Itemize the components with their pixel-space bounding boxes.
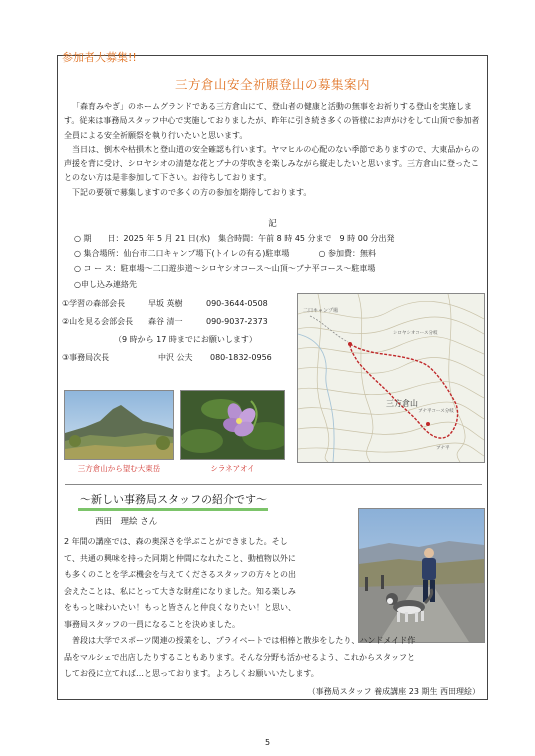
staff-intro-line: 2 年間の講座では、森の奥深さを学ぶことができました。そし [64, 537, 288, 546]
staff-intro-line: 品をマルシェで出店したりすることもあります。そんな分野も活かせるよう、これからスタッフと [64, 652, 415, 662]
map-label-junction1: シロヤシオコース分岐 [393, 331, 438, 336]
contact-row [62, 313, 294, 331]
contact-phone: 090-9037-2373 [206, 317, 268, 326]
contact-row [62, 295, 294, 313]
flower-photo [180, 390, 285, 460]
recruit-tag: 参加者大募集!! [62, 51, 137, 64]
event-details [74, 231, 484, 292]
staff-intro-line: をもっと味わいたい！もっと皆さんと仲良くなりたい！と思い、 [64, 603, 296, 612]
contact-phone: 080-1832-0956 [210, 353, 272, 362]
contact-name: 森谷 清一 [148, 317, 183, 326]
event-fee: ○ 参加費：無料 [318, 249, 376, 259]
map-label-bunadaira: ブナ平 [436, 446, 450, 451]
notice-heading: 記 [268, 219, 277, 229]
contact-note-row [62, 331, 294, 349]
contact-name: 早坂 英樹 [148, 299, 183, 308]
contact-role: ②山を見る会部会長 [62, 317, 134, 326]
map-label-junction2: ブナ平コース分岐 [418, 409, 454, 414]
event-date: ○ 期 日：2025 年 5 月 21 日(水) 集合時間：午前 8 時 45 分まで 9 時 00 分出発 [74, 234, 395, 243]
staff-intro-line: て、共通の興味を持った同期と仲間になれたこと、動植物以外に [64, 553, 296, 563]
staff-heading: ～新しい事務局スタッフの紹介です～ [80, 493, 267, 506]
intro-text [64, 100, 482, 200]
map-label-camp: 二口キャンプ場 [303, 308, 339, 314]
page-title: 三方倉山安全祈願登山の募集案内 [174, 77, 370, 92]
map-label-summit: 三方倉山 [386, 399, 418, 408]
staff-intro-line: 会えたことは、私にとって大きな財産になりました。知る楽しみ [64, 586, 296, 596]
event-course: ○ コ ー ス：駐車場～二口遊歩道～シロヤシオコース～山頂～ブナ平コース～駐車場 [74, 264, 376, 274]
contact-name: 中沢 公夫 [158, 353, 193, 362]
contact-note: （9 時から 17 時までにお願いします） [114, 335, 257, 344]
staff-name: 西田 理絵 さん [95, 517, 158, 527]
flower-photo-caption: シラネアオイ [210, 464, 255, 473]
section-divider [65, 484, 482, 485]
intro-paragraph: 下記の要領で募集しますので多くの方の参加を期待しております。 [72, 187, 312, 197]
route-map [297, 293, 485, 463]
intro-paragraph: 当日は、倒木や枯損木と登山道の安全確認も行います。ヤマヒルの心配のない季節でありますので、大東品からの声援を背に受け、シロヤシオの清楚な花とブナの芽吹きを楽しみながら縦走したいと思います。三方倉山に登ったことのない方は是非参加して下さい。お待ちしております。 [64, 144, 480, 183]
staff-intro-line: も多くのことを学ぶ機会を与えてくださるスタッフの方々との出 [64, 570, 296, 579]
intro-paragraph: 「森育みやぎ」のホームグランドである三方倉山にて、登山者の健康と活動の無事をお祈りする登山を実施します。従来は事務局スタッフ中心で実施しておりましたが、昨年に引き続き多くの皆様にお声がけをして山頂で参加者全員による安全祈願祭を執り行いたいと思います。 [64, 102, 480, 140]
contact-role: ①学習の森部会長 [62, 299, 126, 308]
contact-role: ③事務局次長 [62, 353, 110, 362]
mountain-photo-caption: 三方倉山から望む大東岳 [77, 464, 161, 473]
staff-intro-text [64, 534, 415, 683]
route-map-graphic [298, 294, 484, 462]
staff-signature: （事務局スタッフ 養成講座 23 期生 西田理絵） [307, 687, 480, 696]
mountain-photo [64, 390, 174, 460]
event-place-row [74, 246, 484, 261]
staff-intro-line: 普段は大学でスポーツ関連の授業をし、プライベートでは相棒と散歩をしたり、ハンドメイド作 [64, 636, 416, 645]
staff-intro-line: してお役に立てれば…と思っております。よろしくお願いいたします。 [64, 669, 319, 678]
contact-heading: ○申し込み連絡先 [74, 279, 137, 289]
heading-underline [78, 508, 268, 511]
page-number: 5 [264, 738, 271, 747]
staff-intro-line: 事務局スタッフの一員になることを決めました。 [64, 619, 240, 629]
contact-phone: 090-3644-0508 [206, 299, 268, 308]
contact-list [62, 295, 294, 367]
contact-row [62, 349, 294, 367]
event-place: ○ 集合場所：仙台市二口キャンプ場下(トイレの有る)駐車場 [74, 249, 290, 259]
